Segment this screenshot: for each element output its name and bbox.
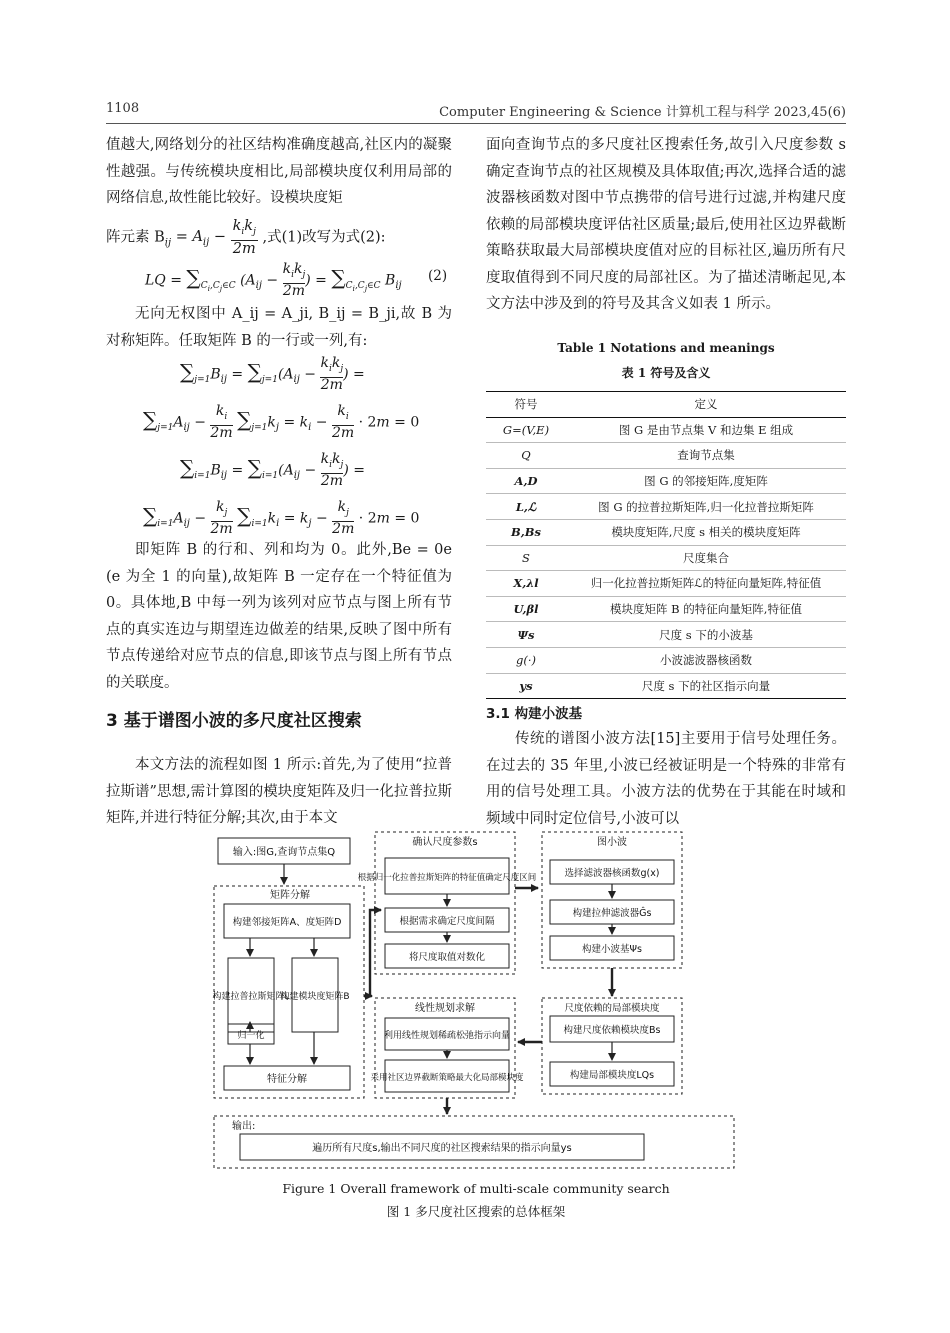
equation-col-sum-1: $\sum_{i=1}B_{ij} = \sum_{i=1}(A_{ij}$ − $k_ik_j$ 2m ) = — [180, 451, 365, 489]
table-row: G=(V,E) 图 G 是由节点集 V 和边集 E 组成 — [486, 417, 846, 443]
fig-build-mod-label: 构建模块度矩阵B — [280, 992, 350, 1002]
table-row: Q 查询节点集 — [486, 443, 846, 469]
equation-row-sum-2: $\sum_{j=1}A_{ij}$ − $\frac{k_i}{2m}$ $\sum_{j=1}k_j = k_i$ − $\frac{k_i}{2m}$ · 2m = 0 — [143, 403, 420, 441]
table-row: U,βl 模块度矩阵 B 的特征向量矩阵,特征值 — [486, 596, 846, 622]
fig-mod1-label: 构建尺度依赖模块度Bs — [563, 1025, 661, 1036]
fig-scale1-label: 根据归一化拉普拉斯矩阵的特征值确定尺度区间 — [357, 873, 537, 883]
equation-2-number: (2) — [428, 268, 448, 284]
subsection-3-1-title: 3.1 构建小波基 — [486, 706, 583, 722]
fig-wavelet-group-label: 图小波 — [597, 837, 627, 848]
equation-row-sum-1: $\sum_{j=1}B_{ij} = \sum_{j=1}(A_{ij}$ − $k_ik_j$ 2m ) = — [180, 355, 365, 393]
table-header-definition: 定义 — [566, 392, 846, 418]
fig-scale3-label: 将尺度取值对数化 — [408, 952, 486, 963]
left-paragraph-4: 本文方法的流程如图 1 所示:首先,为了使用“拉普拉斯谱”思想,需计算图的模块度矩阵及归一化拉普拉斯矩阵,并进行特征分解;其次,由于本文 — [106, 757, 452, 826]
fig-lp2-label: 采用社区边界截断策略最大化局部模块度 — [370, 1073, 524, 1083]
header-rule — [106, 123, 846, 124]
figure-caption-zh: 图 1 多尺度社区搜索的总体框架 — [386, 1204, 566, 1219]
fig-lp-group-label: 线性规划求解 — [415, 1003, 475, 1014]
section-3-title: 3 基于谱图小波的多尺度社区搜索 — [106, 711, 362, 731]
fig-lp1-label: 利用线性规划稀疏松弛指示向量 — [383, 1031, 511, 1041]
table-row: ys 尺度 s 下的社区指示向量 — [486, 673, 846, 699]
equation-2: LQ = $\sum_{C_i,C_j\in C}$ ($A_{ij}$ − $k_ik_j$ 2m ) = $\sum_{C_i,C_j\in C}$ $B_{ij}$ — [145, 261, 402, 299]
right-paragraph-2: 传统的谱图小波方法[15]主要用于信号处理任务。在过去的 35 年里,小波已经被证明是一个特殊的非常有用的信号处理工具。小波方法的优势在于其能在时域和频域中同时定位信号,小波可以 — [486, 731, 846, 827]
table-row: X,λl 归一化拉普拉斯矩阵ℒ的特征向量矩阵,特征值 — [486, 571, 846, 597]
table-row: L,ℒ 图 G 的拉普拉斯矩阵,归一化拉普拉斯矩阵 — [486, 494, 846, 520]
table-caption-en: Table 1 Notations and meanings — [557, 341, 775, 355]
table-caption-zh: 表 1 符号及含义 — [621, 366, 711, 380]
fig-wav2-label: 构建拉伸滤波器Ĝs — [572, 908, 652, 919]
fig-wav1-label: 选择滤波器核函数g(x) — [564, 868, 660, 879]
left-paragraph-1: 值越大,网络划分的社区结构准确度越高,社区内的凝聚性越强。与传统模块度相比,局部模块度仅利用局部的网络信息,故性能比较好。设模块度矩 — [106, 137, 452, 206]
fig-mod2-label: 构建局部模块度LQs — [569, 1070, 655, 1081]
equation-col-sum-2: $\sum_{i=1}A_{ij}$ − $\frac{k_j}{2m}$ $\sum_{i=1}k_i = k_j$ − $\frac{k_j}{2m}$ · 2m = 0 — [143, 499, 420, 537]
page-number: 1108 — [106, 101, 140, 116]
left-paragraph-2: 无向无权图中 A_ij = A_ji, B_ij = B_ji,故 B 为对称矩阵。任取矩阵 B 的一行或一列,有: — [106, 306, 452, 349]
table-row: S 尺度集合 — [486, 545, 846, 571]
figure-1-flowchart — [210, 828, 740, 1172]
notation-table — [486, 391, 846, 699]
table-row: g(·) 小波滤波器核函数 — [486, 647, 846, 673]
fig-build-adj-label: 构建邻接矩阵A、度矩阵D — [232, 917, 342, 928]
left-paragraph-3: 即矩阵 B 的行和、列和均为 0。此外,Be = 0e (e 为全 1 的向量),故矩阵 B 一定存在一个特征值为 0。具体地,B 中每一列为该列对应节点与图上所有节点的真实连边与期望连边做差的结果,反映了图中所有节点传递给对应节点的信息,即该节点与图上所有节点的关联度。 — [106, 542, 452, 691]
fig-eigen-label: 特征分解 — [267, 1074, 307, 1085]
fig-output-label: 输出: — [232, 1121, 256, 1132]
fig-mod-group-label: 尺度依赖的局部模块度 — [564, 1003, 660, 1014]
table-row: Ψs 尺度 s 下的小波基 — [486, 622, 846, 648]
fig-matrix-group-label: 矩阵分解 — [270, 890, 310, 901]
journal-header: Computer Engineering & Science 计算机工程与科学 2023,45(6) — [439, 105, 846, 120]
fig-wav3-label: 构建小波基Ψs — [582, 944, 642, 955]
matrix-element-definition: 阵元素 $B_{ij} = A_{ij}$ − $k_ik_j$ 2m ,式(1)改写为式(2): — [106, 218, 386, 257]
table-row: B,Bs 模块度矩阵,尺度 s 相关的模块度矩阵 — [486, 519, 846, 545]
fig-scale2-label: 根据需求确定尺度间隔 — [399, 916, 495, 927]
fig-scale-group-label: 确认尺度参数s — [412, 837, 478, 848]
fig-normalize-label: 归一化 — [237, 1031, 265, 1041]
fig-input-label: 输入:图G,查询节点集Q — [232, 847, 336, 858]
table-header-symbol: 符号 — [486, 392, 566, 418]
table-row: A,D 图 G 的邻接矩阵,度矩阵 — [486, 468, 846, 494]
fig-output-box-label: 遍历所有尺度s,输出不同尺度的社区搜索结果的指示向量ys — [312, 1143, 572, 1154]
right-paragraph-1: 面向查询节点的多尺度社区搜索任务,故引入尺度参数 s 确定查询节点的社区规模及具体取值;再次,选择合适的滤波器核函数对图中节点携带的信号进行过滤,并构建尺度依赖的局部模块度评估社区质量;最后,使用社区边界截断策略获取最大局部模块度值对应的目标社区,遍历所有尺度取值得到不同尺度的局部社区。为了描述清晰起见,本文方法中涉及到的符号及其含义如表 1 所示。 — [486, 137, 846, 312]
figure-caption-en: Figure 1 Overall framework of multi-scale community search — [282, 1181, 670, 1196]
fig-build-lap-label: 构建拉普拉斯矩阵L — [212, 992, 290, 1002]
